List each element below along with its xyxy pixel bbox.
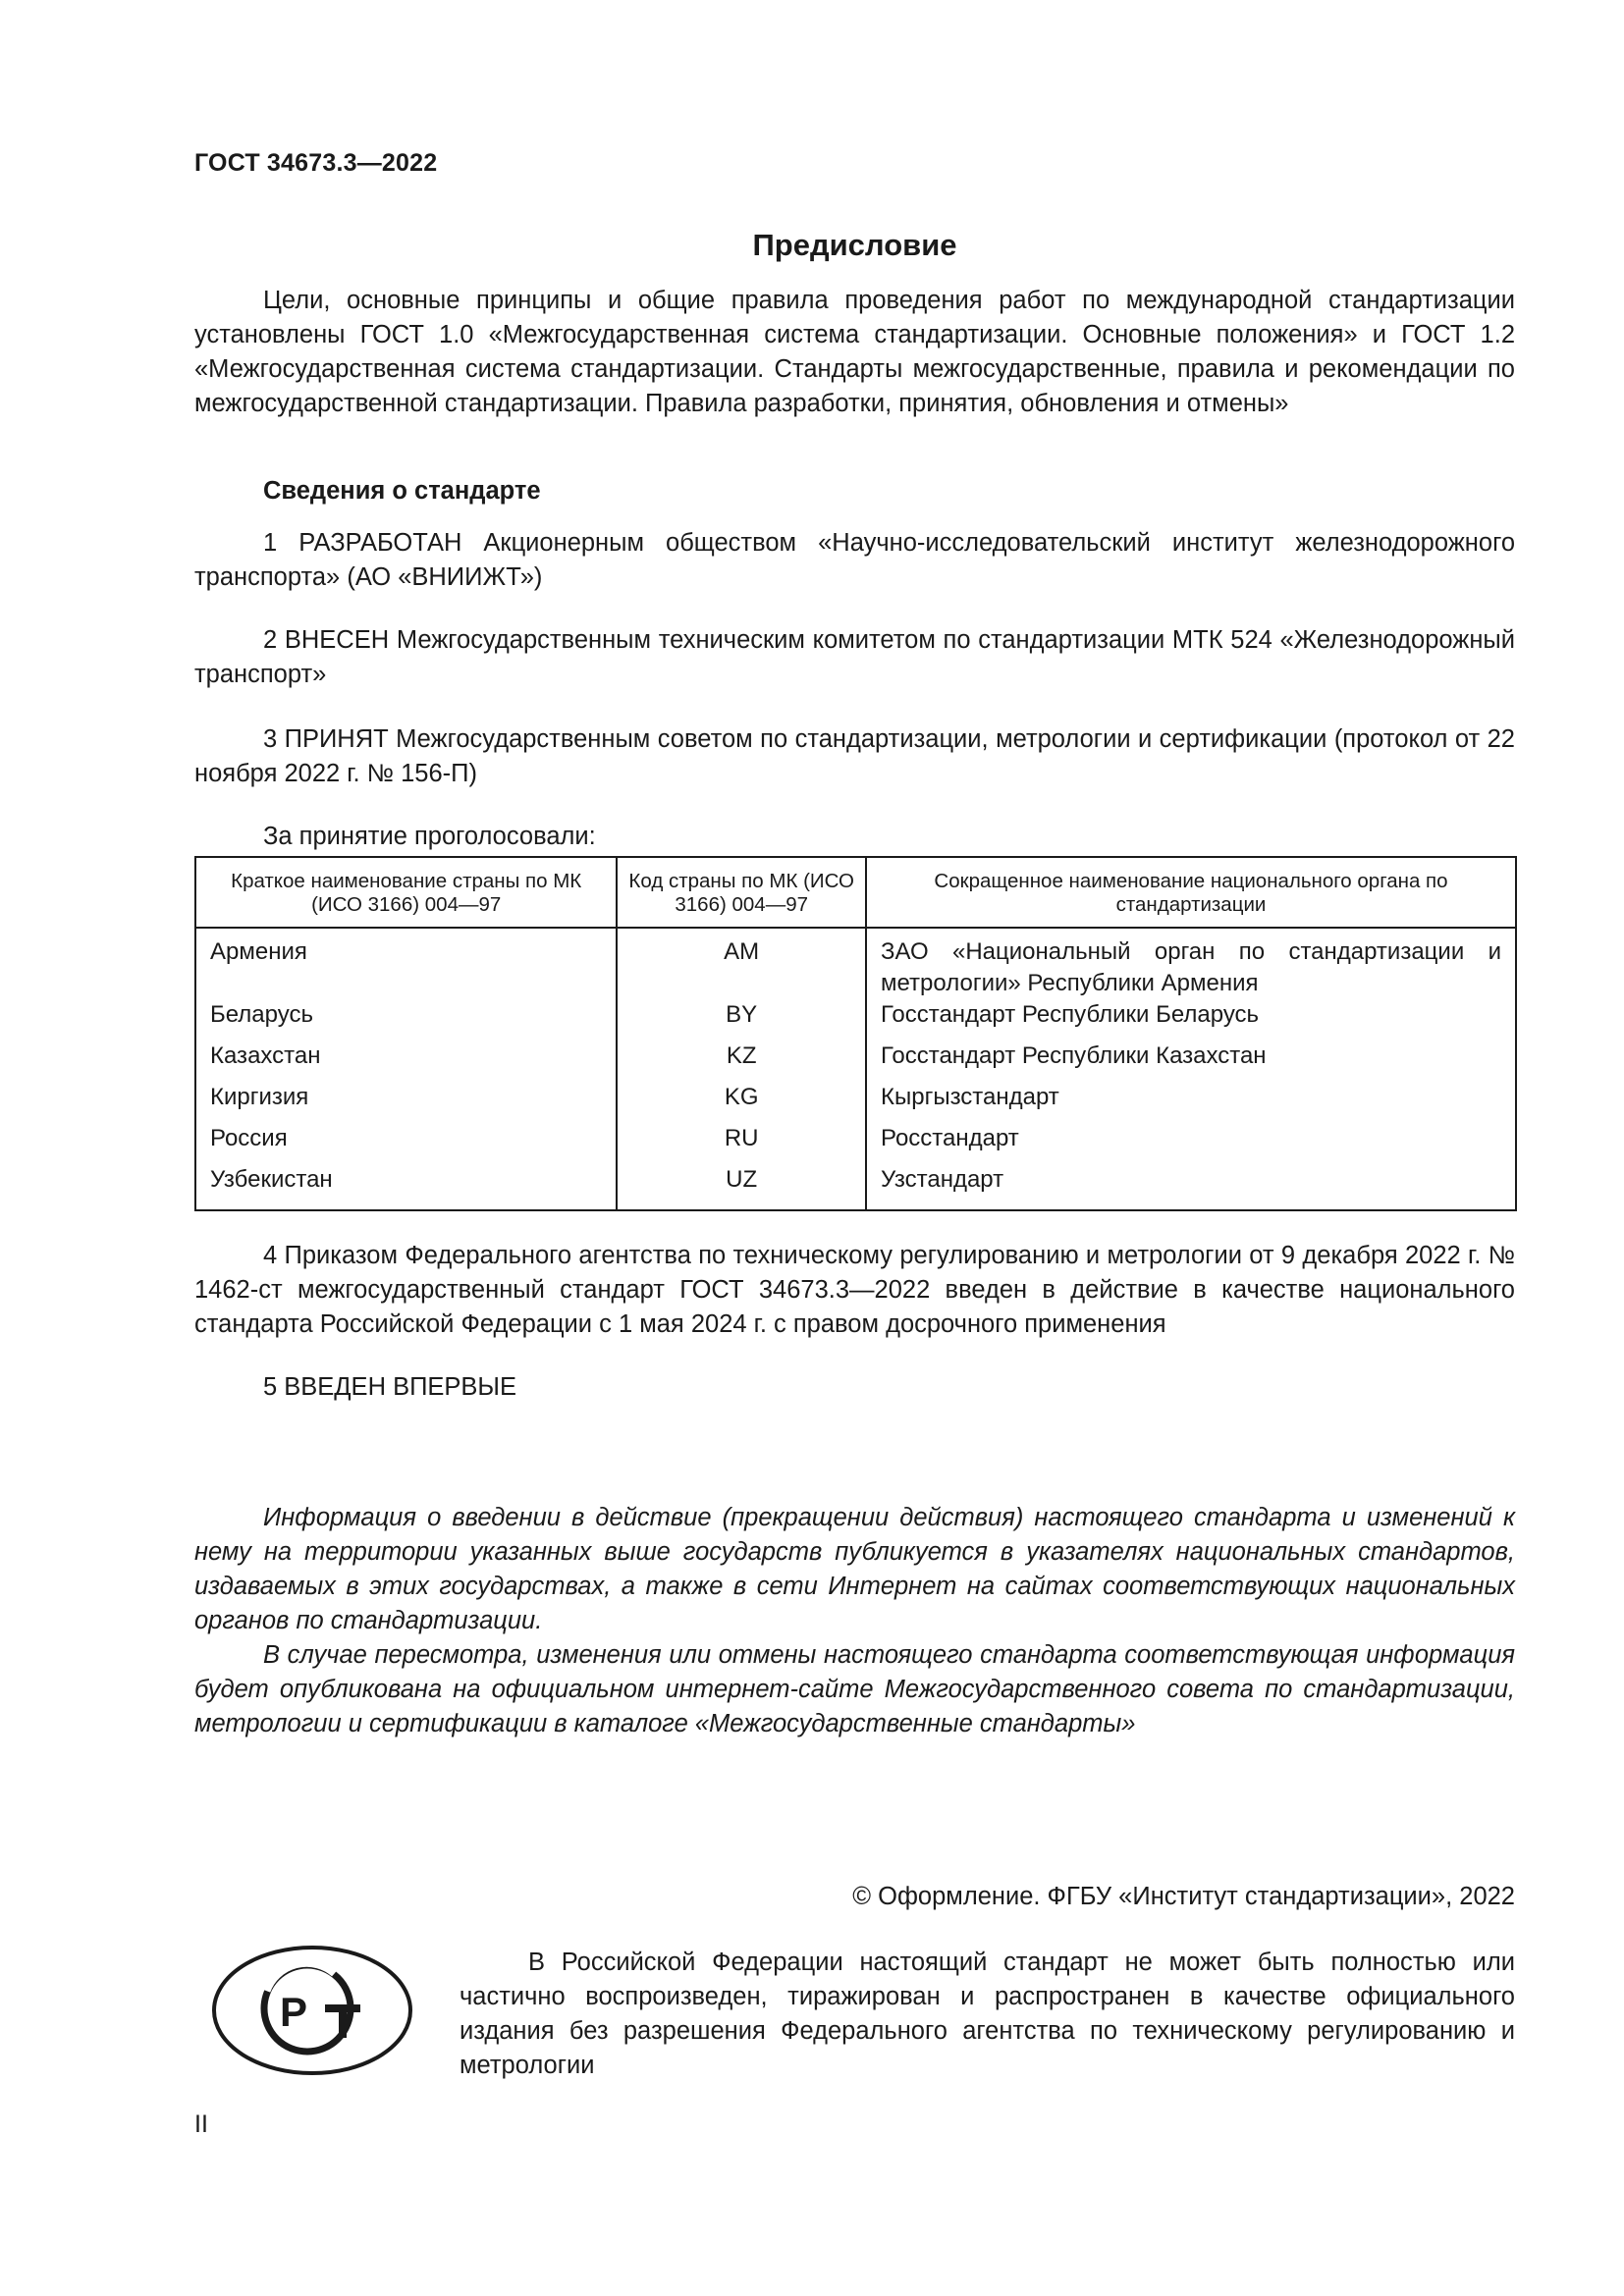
country-name: Россия xyxy=(195,1123,617,1164)
info-heading: Сведения о стандарте xyxy=(263,477,541,505)
country-code: KG xyxy=(617,1082,866,1123)
country-name: Узбекистан xyxy=(195,1164,617,1210)
country-name: Армения xyxy=(195,928,617,999)
item-submitted: 2 ВНЕСЕН Межгосударственным техническим комитетом по стандартизации МТК 524 «Железнодорожный транспорт» xyxy=(194,626,1515,688)
copyright-notice: В Российской Федерации настоящий стандарт не может быть полностью или частично воспроизведен, тиражирован и распространен в качестве официального издания без разрешения Федерального агентства по техническому регулированию и метрологии xyxy=(460,1949,1515,2079)
national-body: Росстандарт xyxy=(866,1123,1516,1164)
votes-table xyxy=(194,856,1517,1211)
info-paragraph-revision: В случае пересмотра, изменения или отмены настоящего стандарта соответствующая информация будет опубликована на официальном интернет-сайте Межгосударственного совета по стандартизации, метрологии и сертификации в каталоге «Межгосударственные стандарты» xyxy=(194,1641,1515,1737)
table-row xyxy=(195,999,1516,1041)
item-adopted: 3 ПРИНЯТ Межгосударственным советом по стандартизации, метрологии и сертификации (протокол от 22 ноября 2022 г. № 156-П) xyxy=(194,725,1515,787)
country-code: AM xyxy=(617,928,866,999)
country-name: Казахстан xyxy=(195,1041,617,1082)
item-order: 4 Приказом Федерального агентства по техническому регулированию и метрологии от 9 декабря 2022 г. № 1462-ст межгосударственный стандарт ГОСТ 34673.3—2022 введен в действие в качестве национального стандарта Российской Федерации с 1 мая 2024 г. с правом досрочного применения xyxy=(194,1242,1515,1338)
national-body: Узстандарт xyxy=(866,1164,1516,1210)
svg-text:Р: Р xyxy=(280,1989,308,2035)
header-country-code: Код страны по МК (ИСО 3166) 004—97 xyxy=(617,857,866,928)
country-name: Беларусь xyxy=(195,999,617,1041)
country-code: BY xyxy=(617,999,866,1041)
header-country-name: Краткое наименование страны по МК (ИСО 3166) 004—97 xyxy=(195,857,617,928)
header-national-body: Сокращенное наименование национального органа по стандартизации xyxy=(866,857,1516,928)
table-row xyxy=(195,1082,1516,1123)
page-title: Предисловие xyxy=(752,228,957,262)
country-name: Киргизия xyxy=(195,1082,617,1123)
info-paragraph-publication: Информация о введении в действие (прекращении действия) настоящего стандарта и изменений к нему на территории указанных выше государств публикуется в указателях национальных стандартов, издаваемых в этих государствах, а также в сети Интернет на сайтах соответствующих национальных органов по стандартизации. xyxy=(194,1504,1515,1634)
intro-paragraph: Цели, основные принципы и общие правила проведения работ по международной стандартизации установлены ГОСТ 1.0 «Межгосударственная система стандартизации. Основные положения» и ГОСТ 1.2 «Межгосударственная система стандартизации. Стандарты межгосударственные, правила и рекомендации по межгосударственной стандартизации. Правила разработки, принятия, обновления и отмены» xyxy=(194,287,1515,417)
country-code: KZ xyxy=(617,1041,866,1082)
copyright-line: © Оформление. ФГБУ «Институт стандартизации», 2022 xyxy=(852,1883,1515,1910)
page-number: II xyxy=(194,2110,208,2138)
item-first-introduced: 5 ВВЕДЕН ВПЕРВЫЕ xyxy=(263,1373,517,1401)
table-row xyxy=(195,1164,1516,1210)
item-developed: 1 РАЗРАБОТАН Акционерным обществом «Научно-исследовательский институт железнодорожного транспорта» (АО «ВНИИЖТ») xyxy=(194,529,1515,591)
document-id: ГОСТ 34673.3—2022 xyxy=(194,149,438,177)
vote-caption: За принятие проголосовали: xyxy=(263,823,596,850)
table-row xyxy=(195,928,1516,999)
table-row xyxy=(195,1123,1516,1164)
table-header-row xyxy=(195,857,1516,928)
country-code: UZ xyxy=(617,1164,866,1210)
national-body: Кыргызстандарт xyxy=(866,1082,1516,1123)
pct-certification-mark-icon xyxy=(209,1942,415,2079)
country-code: RU xyxy=(617,1123,866,1164)
national-body: Госстандарт Республики Беларусь xyxy=(866,999,1516,1041)
national-body: ЗАО «Национальный орган по стандартизации и метрологии» Республики Армения xyxy=(866,928,1516,999)
table-row xyxy=(195,1041,1516,1082)
national-body: Госстандарт Республики Казахстан xyxy=(866,1041,1516,1082)
